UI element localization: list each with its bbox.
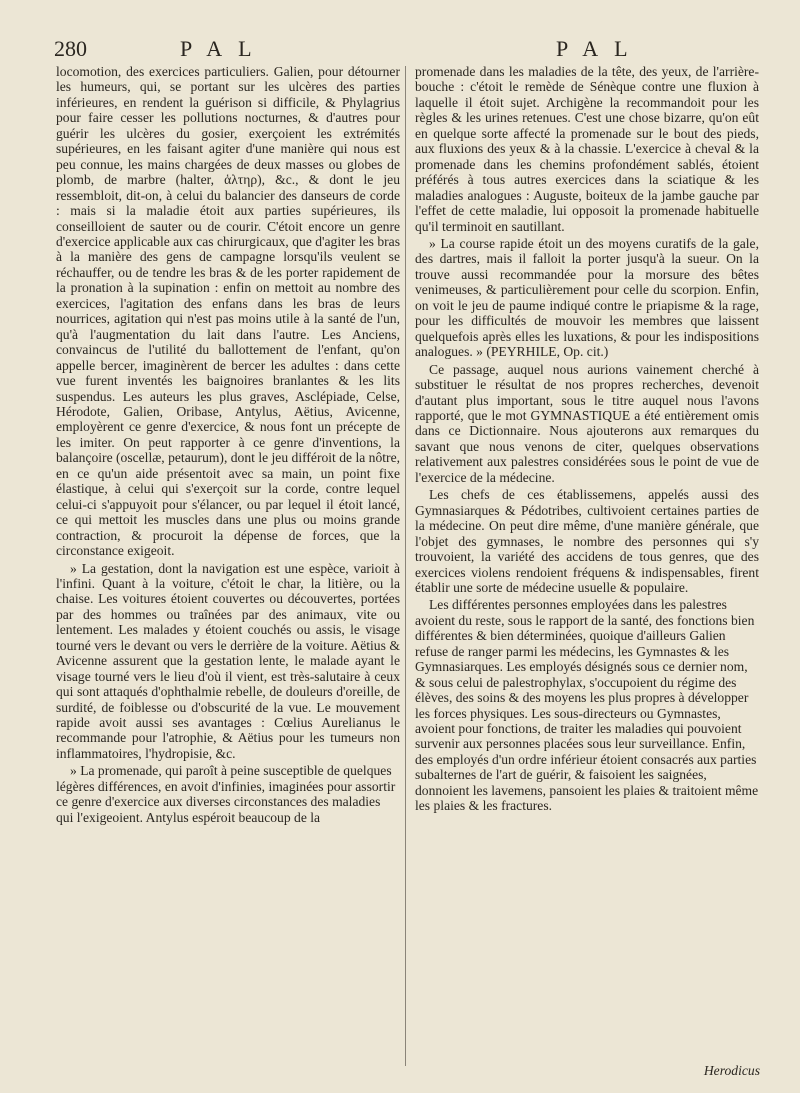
- left-column: [56, 64, 400, 827]
- right-column: [415, 64, 759, 816]
- paragraph: » La gestation, dont la navigation est une espèce, varioit à l'infini. Quant à la voiture, c'étoit le char, la litière, ou la chaise. Les voitures étoient couvertes ou découvertes, portées par des hommes ou traînées par des animaux, vite ou lentement. Les malades y étoient couchés ou assis, le visage tourné vers le devant ou vers le derrière de la voiture. Aëtius & Avicenne assurent que la gestation lente, le malade ayant le visage tourné vers le lieu d'où il vient, est très-salutaire à ceux qui sont attaqués d'ophthalmie rebelle, de douleurs d'oreille, de surdité, de foiblesse ou d'obscurité de la vue. Le mouvement rapide avoit aussi ses avantages : Cœlius Aurelianus le recommande pour l'atrophie, & Aëtius pour les tumeurs non inflammatoires, l'hydropisie, &c.: [56, 560, 400, 761]
- catchword: Herodicus: [703, 1063, 760, 1078]
- paragraph: Ce passage, auquel nous aurions vainement cherché à substituer le résultat de nos propres recherches, devenoit d'autant plus important, sous le titre auquel nous l'avons rapporté, que le mot GYMNASTIQUE a été entièrement omis dans ce Dictionnaire. Nous ajouterons aux remarques du savant que nous venons de citer, quelques observations relativement aux palestres considérées sous le point de vue de l'exercice de la médecine.: [415, 361, 759, 485]
- paragraph: Les chefs de ces établissemens, appelés aussi des Gymnasiarques & Pédotribes, cultivoient certaines parties de la médecine. On peut dire même, d'une manière générale, que l'objet des gymnases, le nombre des personnes qui s'y trouvoient, la variété des accidens de tous genres, que des exercices violens rendoient fréquens & indispensables, firent établir une sorte de médecine usuelle & populaire.: [415, 487, 759, 595]
- paragraph: » La course rapide étoit un des moyens curatifs de la gale, des dartres, mais il falloit la porter jusqu'à la sueur. On la trouve aussi recommandée pour la morsure des bêtes venimeuses, & particulièrement pour celle du scorpion. Enfin, on voit le jeu de paume indiqué contre le priapisme & la rage, pour les difficultés de mouvoir les membres que laissent quelquefois après elles les luxations, & pour les indispositions analogues. » (PEYRHILE, Op. cit.): [415, 235, 759, 360]
- paragraph: » La promenade, qui paroît à peine susceptible de quelques légères différences, en avoit d'infinies, imaginées pour assortir ce genre d'exercice aux diverses circonstances des maladies qui l'exigeoient. Antylus espéroit beaucoup de la: [56, 763, 396, 825]
- left-running-head: PAL: [180, 36, 268, 61]
- column-rule: [405, 66, 406, 1066]
- paragraph: locomotion, des exercices particuliers. Galien, pour détourner les humeurs, qui, se portant sur les ulcères des parties inférieures, en rendent la guérison si difficile, & Phylagrius pour faire cesser les pollutions nocturnes, & d'autres pour guérir les ulcères du gosier, exerçoient les extrémités supérieures, en les faisant agiter d'une manière qui nous est peu connue, les mains chargées de deux masses ou globes de plomb, de marbre (halter, ἁλτηρ), &c., & dont le jeu ressembloit, dit-on, à celui du balancier des danseurs de corde : mais si la maladie étoit aux parties supérieures, ils conseilloient de sauter ou de courir. C'étoit encore un genre d'exercice applicable aux cas chirurgicaux, que d'agiter les bras à la manière des gens de campagne lorsqu'ils veulent se réchauffer, ou de tendre les bras & de les porter rapidement de la pronation à la supination : enfin on mettoit au nombre des exercices, l'agitation des enfans dans les bras de leurs nourrices, agitation qui n'est pas moins utile à la santé de l'un, qu'à l'augmentation du lait dans l'autre. Les Anciens, convaincus de l'utilité du ballottement de l'enfant, qu'on appelle bercer, imaginèrent de bercer les adultes : dans cette vue furent inventés les baignoires branlantes & les lits suspendus. Les auteurs les plus graves, Asclépiade, Celse, Hérodote, Galien, Oribase, Antylus, Aëtius, Avicenne, employèrent ce genre d'exercice, & nous font un précepte de les imiter. On peut rapporter à ce genre d'inventions, la balançoire (oscellæ, petaurum), dont le jeu différoit de la nôtre, en ce qu'un aide présentoit avec sa main, un point fixe élastique, à celui qui s'exerçoit sur la corde, contre lequel celui-ci s'appuyoit pour s'élancer, ou par lequel il étoit lancé, ce qui mettoit les muscles dans une plus ou moins grande contraction, & procuroit la dépense de forces, que la circonstance exigeoit.: [56, 64, 400, 559]
- paragraph: Les différentes personnes employées dans les palestres avoient du reste, sous le rapport de la santé, des fonctions bien différentes & bien déterminées, quoique d'ailleurs Galien refuse de ranger parmi les médecins, les Gymnastes & les Gymnasiarques. Les employés désignés sous ce dernier nom, & sous celui de palestrophylax, s'occupoient du régime des élèves, des soins & des moyens les plus propres à développer les forces physiques. Les sous-directeurs ou Gymnastes, avoient pour fonctions, de traiter les maladies qui pouvoient survenir aux personnes placées sous leur surveillance. Enfin, des employés d'un ordre inférieur étoient consacrés aux parties subalternes de l'art de guérir, & faisoient les saignées, donnoient les lavemens, pansoient les plaies & traitoient même les plaies & les fractures.: [415, 597, 759, 814]
- page-number: 280: [54, 36, 87, 61]
- right-running-head: PAL: [556, 36, 644, 61]
- running-header: [0, 34, 800, 64]
- paragraph: promenade dans les maladies de la tête, des yeux, de l'arrière-bouche : c'étoit le remède de Sénèque contre une fluxion à laquelle il étoit sujet. Archigène la recommandoit pour les règles & les urines retenues. C'est une chose bizarre, qu'on eût en quelque sorte affecté la promenade sur le bout des pieds, aux fluxions des yeux & à la chassie. L'exercice à cheval & la promenade dans les chemins profondément sablés, étoient préférés à tous autres exercices dans la sciatique & les maladies analogues : Auguste, boiteux de la jambe gauche par l'effet de cette maladie, lui opposoit la promenade habituelle qu'il terminoit en sautillant.: [415, 64, 759, 234]
